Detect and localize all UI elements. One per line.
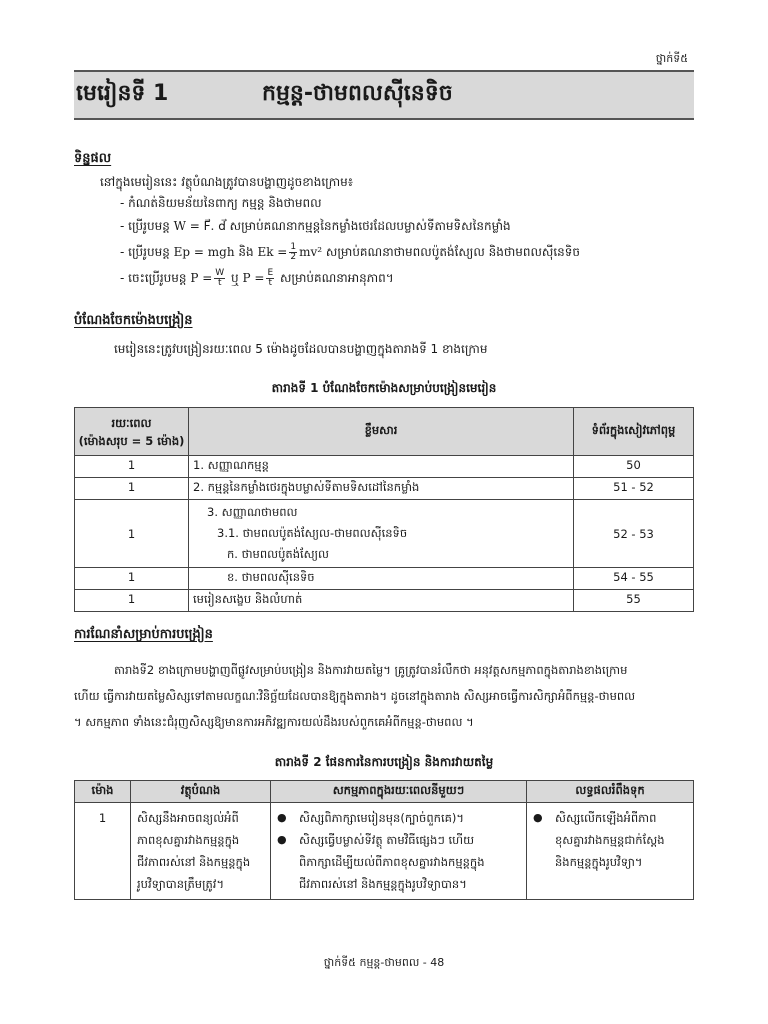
schedule-intro: មេរៀននេះត្រូវបង្រៀនរយៈពេល 5 ម៉ោងដូចដែលបានបង្ហាញក្នុងតារាងទី 1 ខាងក្រោម: [114, 342, 488, 356]
fraction-numerator: W: [215, 268, 225, 278]
table-header-row: [75, 781, 694, 803]
formula-energy-text: សម្រាប់គណនាថាមពលប៉ូតង់ស្យែល និងថាមពលស៊ីនេទិច: [325, 245, 581, 259]
list-item: [277, 829, 520, 895]
row-hour: 1: [75, 803, 131, 900]
bullet-4-prefix: - ចេះប្រើរូបមន្ត: [120, 271, 187, 285]
activity-line: ● សិស្សពិភាក្សាមេរៀនមុន(ក្បាច់ពួកគេ)។: [299, 811, 464, 825]
objective-line: ភាពខុសគ្នារវាងកម្មន្តក្នុង: [137, 833, 240, 847]
guide-paragraph-line: ហើយ ធ្វើការវាយតម្លៃសិស្សទៅតាមលក្ខណៈវិនិច្ឆ័យដែលបានឱ្យក្នុងតារាង។ ដូចនៅក្នុងតារាង សិស្សអាចធ្វើការសិក្សាអំពីកម្មន្ត-ថាមពល: [74, 689, 636, 703]
fraction-numerator: E: [267, 268, 274, 278]
row-time: 1: [75, 456, 189, 478]
formula-power-fraction-2: [266, 269, 274, 288]
guide-paragraph-line: តារាងទី2 ខាងក្រោមបង្ហាញពីផ្លូវសម្រាប់បង្រៀន និងការវាយតម្លៃ។ គ្រូត្រូវបានរំលឹកថា អនុវត្តសកម្មភាពក្នុងតារាងខាងក្រោម: [114, 663, 628, 677]
table-row: [75, 590, 694, 612]
row-content-line: 3.1. ថាមពលប៉ូតង់ស្យែល-ថាមពលស៊ីនេទិច: [217, 526, 408, 540]
activity-line: ● សិស្សធ្វើបម្លាស់ទីវត្ថុ តាមវិធីផ្សេងៗ ហើយ: [299, 833, 475, 847]
formula-work-text: សម្រាប់គណនាកម្មន្តនៃកម្លាំងថេរដែលបម្លាស់ទីតាមទិសនៃកម្លាំង: [229, 219, 511, 233]
guide-paragraph-line: ។ សកម្មភាព ទាំងនេះជំរុញសិស្សឱ្យមានការអភិវឌ្ឍការយល់ដឹងរបស់ពួកគេអំពីកម្មន្ត-ថាមពល ។: [74, 715, 474, 729]
col-page-header: ទំព័រក្នុងសៀវភៅពុម្ព: [574, 408, 694, 456]
col-objective-header: វត្ថុបំណង: [131, 781, 271, 803]
col-time-title: រយៈពេល: [111, 415, 152, 430]
assessment-line: និងកម្មន្តក្នុងរូបវិទ្យា។: [555, 855, 643, 869]
row-content: ខ. ថាមពលស៊ីនេទិច: [189, 568, 574, 590]
assessment-line: ខុសគ្នារវាងកម្មន្តជាក់ស្តែង: [555, 833, 665, 847]
activity-line: ជីវភាពរស់នៅ និងកម្មន្តក្នុងរូបវិទ្យាបាន។: [299, 877, 467, 891]
objective-line: រូបវិទ្យាបានត្រឹមត្រូវ។: [137, 877, 225, 891]
row-content-line: ក. ថាមពលប៉ូតង់ស្យែល: [227, 547, 329, 561]
objective-line: ជីវភាពរស់នៅ និងកម្មន្តក្នុង: [137, 855, 251, 869]
objective-line: សិស្សនឹងអាចពន្យល់អំពី: [137, 811, 239, 825]
formula-ek-suffix: mv²: [299, 245, 323, 259]
objective-bullet-1: - កំណត់និយមន័យនៃពាក្យ កម្មន្ត និងថាមពល: [120, 196, 322, 210]
lesson-number: មេរៀនទី 1: [76, 81, 169, 106]
formula-ek-prefix: Ek =: [257, 245, 288, 259]
formula-ep: Ep = mgh: [173, 245, 235, 259]
lesson-plan-table: [74, 780, 694, 900]
table-row: [75, 803, 694, 900]
row-assessment: [527, 803, 694, 900]
formula-power-fraction-1: [214, 269, 225, 288]
col-assessment-header: លទ្ធផលរំពឹងទុក: [527, 781, 694, 803]
row-page: 55: [574, 590, 694, 612]
lesson-topic: កម្មន្ត-ថាមពលស៊ីនេទិច: [262, 81, 453, 106]
list-item: [277, 807, 520, 829]
guide-paragraph: [74, 657, 704, 735]
row-content: មេរៀនសង្ខេប និងលំហាត់: [189, 590, 574, 612]
page-footer: ថ្នាក់ទី៥ កម្មន្ត-ថាមពល - 48: [323, 956, 445, 969]
formula-work: W = F⃗. d⃗: [173, 219, 226, 233]
row-time: 1: [75, 590, 189, 612]
formula-power-2: P =: [242, 271, 265, 285]
table-header-row: [75, 408, 694, 456]
objective-bullet-3: [120, 242, 580, 262]
fraction-denominator: 2: [290, 252, 297, 262]
row-time: 1: [75, 478, 189, 500]
fraction-denominator: t: [268, 278, 273, 288]
bullet-2-prefix: - ប្រើរូបមន្ត: [120, 219, 170, 233]
objective-bullet-2: [120, 216, 511, 236]
row-objective: [131, 803, 271, 900]
fraction-numerator: 1: [290, 242, 297, 252]
table-row: [75, 500, 694, 568]
table-row: [75, 456, 694, 478]
objectives-intro: នៅក្នុងមេរៀននេះ វត្ថុបំណងត្រូវបានបង្ហាញដូចខាងក្រោម៖: [100, 175, 354, 189]
row-page: 54 - 55: [574, 568, 694, 590]
col-time-header: [75, 408, 189, 456]
schedule-table: [74, 407, 694, 612]
activity-list: [277, 807, 520, 895]
bullet-3-prefix: - ប្រើរូបមន្ត: [120, 245, 170, 259]
fraction-denominator: t: [217, 278, 222, 288]
table1-caption: តារាងទី 1 បំណែងចែកម៉ោងសម្រាប់បង្រៀនមេរៀន: [271, 381, 497, 395]
table-row: [75, 568, 694, 590]
row-time: 1: [75, 568, 189, 590]
row-page: 51 - 52: [574, 478, 694, 500]
formula-or: ឬ: [231, 271, 239, 285]
lesson-title-box: [74, 70, 694, 120]
formula-power-1: P =: [190, 271, 213, 285]
row-content: 2. កម្មន្តនៃកម្លាំងថេរក្នុងបម្លាស់ទីតាមទិសដៅនៃកម្លាំង: [189, 478, 574, 500]
assessment-line: ● សិស្សលើកឡើងអំពីភាព: [555, 811, 657, 825]
row-page: 52 - 53: [574, 500, 694, 568]
table2-caption: តារាងទី 2 ផែនការនៃការបង្រៀន និងការវាយតម្លៃ: [274, 755, 494, 769]
row-page: 50: [574, 456, 694, 478]
list-item: [533, 807, 687, 873]
grade-label: ថ្នាក់ទី៥: [655, 52, 688, 65]
row-time: 1: [75, 500, 189, 568]
formula-and: និង: [238, 245, 254, 259]
col-hour-header: ម៉ោង: [75, 781, 131, 803]
formula-power-text: សម្រាប់គណនាអានុភាព។: [279, 271, 394, 285]
activity-line: ពិភាក្សាដើម្បីយល់ពីភាពខុសគ្នារវាងកម្មន្តក្នុង: [299, 855, 485, 869]
col-time-subtitle: (ម៉ោងសរុប = 5 ម៉ោង): [78, 433, 185, 448]
objectives-heading: ទិន្នផល: [74, 151, 112, 166]
guide-heading: ការណែនាំសម្រាប់ការបង្រៀន: [74, 627, 213, 642]
schedule-heading: បំណែងចែកម៉ោងបង្រៀន: [74, 313, 193, 328]
table-row: [75, 478, 694, 500]
row-activities: [271, 803, 527, 900]
col-activity-header: សកម្មភាពក្នុងរយៈពេលនីមួយៗ: [271, 781, 527, 803]
objective-bullet-4: [120, 268, 394, 288]
row-content: 1. សញ្ញាណកម្មន្ត: [189, 456, 574, 478]
col-content-header: ខ្លឹមសារ: [189, 408, 574, 456]
row-content: [189, 500, 574, 568]
assessment-list: [533, 807, 687, 873]
formula-ek-fraction: [289, 243, 297, 262]
row-content-line: 3. សញ្ញាណថាមពល: [207, 505, 298, 519]
